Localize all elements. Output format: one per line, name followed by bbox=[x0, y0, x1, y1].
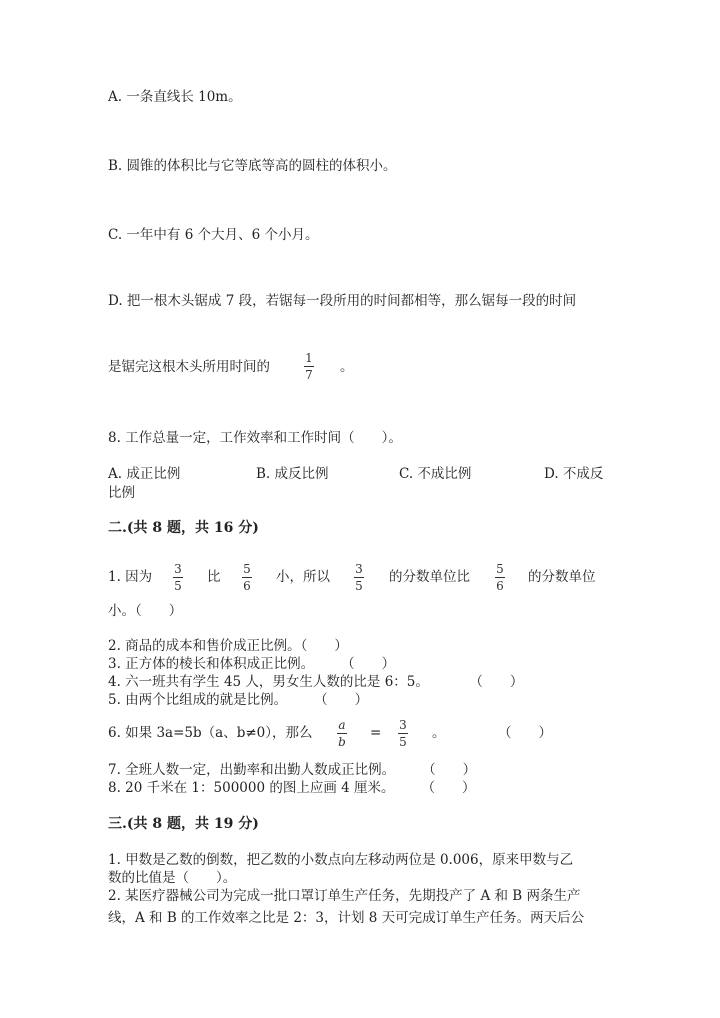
fraction-numerator: 1 bbox=[305, 351, 313, 365]
fraction-numerator: 3 bbox=[399, 718, 407, 732]
fraction-numerator: 5 bbox=[496, 562, 504, 576]
s3-q1-line2: 数的比值是（ ）。 bbox=[108, 870, 237, 886]
s2-q6-equals: = bbox=[370, 725, 382, 741]
s3-q1-line1: 1. 甲数是乙数的倒数，把乙数的小数点向左移动两位是 0.006，原来甲数与乙 bbox=[108, 852, 574, 868]
fraction-five-sixths bbox=[495, 563, 505, 593]
q8-option-d-wrap: 比例 bbox=[108, 485, 135, 501]
fraction-denominator: 6 bbox=[496, 579, 504, 593]
q7-option-a: A. 一条直线长 10m。 bbox=[108, 89, 242, 105]
q8-option-d: D. 不成反 bbox=[544, 466, 604, 482]
s2-q1-text4: 的分数单位比 bbox=[389, 569, 470, 585]
s2-q6-text1: 6. 如果 3a=5b（a、b≠0），那么 bbox=[108, 725, 313, 741]
s2-q1-text5: 的分数单位 bbox=[528, 569, 596, 585]
fraction-denominator: b bbox=[338, 735, 346, 749]
q7-option-d-suffix: 。 bbox=[340, 359, 354, 375]
fraction-numerator: a bbox=[338, 718, 346, 732]
s3-q2-line2: 线，A 和 B 的工作效率之比是 2：3，计划 8 天可完成订单生产任务。两天后公 bbox=[108, 910, 585, 926]
fraction-numerator: 3 bbox=[174, 562, 182, 576]
fraction-one-seventh bbox=[304, 352, 314, 382]
fraction-numerator: 5 bbox=[243, 562, 251, 576]
fraction-three-fifths bbox=[173, 563, 183, 593]
fraction-three-fifths bbox=[354, 563, 364, 593]
q8-option-b: B. 成反比例 bbox=[256, 466, 329, 482]
fraction-denominator: 6 bbox=[243, 579, 251, 593]
s2-q7: 7. 全班人数一定，出勤率和出勤人数成正比例。 （ ） bbox=[108, 762, 477, 778]
fraction-a-over-b bbox=[337, 719, 347, 749]
s2-q3: 3. 正方体的棱长和体积成正比例。 （ ） bbox=[108, 656, 396, 672]
fraction-denominator: 5 bbox=[355, 579, 363, 593]
fraction-five-sixths bbox=[242, 563, 252, 593]
q8-option-a: A. 成正比例 bbox=[108, 466, 181, 482]
q7-option-b: B. 圆锥的体积比与它等底等高的圆柱的体积小。 bbox=[108, 158, 397, 174]
q7-option-d-prefix: 是锯完这根木头所用时间的 bbox=[108, 359, 270, 375]
s2-q1-text1: 1. 因为 bbox=[108, 569, 153, 585]
s3-q2-line1: 2. 某医疗器械公司为完成一批口罩订单生产任务，先期投产了 A 和 B 两条生产 bbox=[108, 888, 581, 904]
section-2-heading: 二.(共 8 题，共 16 分) bbox=[108, 520, 259, 536]
s2-q2: 2. 商品的成本和售价成正比例。（ ） bbox=[108, 638, 348, 654]
section-3-heading: 三.(共 8 题，共 19 分) bbox=[108, 816, 259, 832]
s2-q6-paren: （ ） bbox=[498, 725, 552, 741]
s2-q1-line2: 小。（ ） bbox=[108, 603, 183, 619]
q7-option-d-line1: D. 把一根木头锯成 7 段，若锯每一段所用的时间都相等，那么锯每一段的时间 bbox=[108, 293, 577, 309]
fraction-denominator: 7 bbox=[305, 368, 313, 382]
fraction-numerator: 3 bbox=[355, 562, 363, 576]
q8-option-c: C. 不成比例 bbox=[399, 466, 472, 482]
q7-option-c: C. 一年中有 6 个大月、6 个小月。 bbox=[108, 227, 319, 243]
fraction-denominator: 5 bbox=[174, 579, 182, 593]
s2-q6-period: 。 bbox=[432, 725, 446, 741]
s2-q5: 5. 由两个比组成的就是比例。 （ ） bbox=[108, 692, 369, 708]
s2-q8: 8. 20 千米在 1：500000 的图上应画 4 厘米。 （ ） bbox=[108, 780, 476, 796]
q7-option-d-line2 bbox=[108, 358, 270, 376]
fraction-denominator: 5 bbox=[399, 735, 407, 749]
s2-q1-text2: 比 bbox=[207, 569, 221, 585]
q8-stem: 8. 工作总量一定，工作效率和工作时间（ ）。 bbox=[108, 430, 402, 446]
s2-q1-text3: 小，所以 bbox=[276, 569, 330, 585]
fraction-three-fifths bbox=[398, 719, 408, 749]
s2-q4: 4. 六一班共有学生 45 人，男女生人数的比是 6：5。 （ ） bbox=[108, 674, 524, 690]
